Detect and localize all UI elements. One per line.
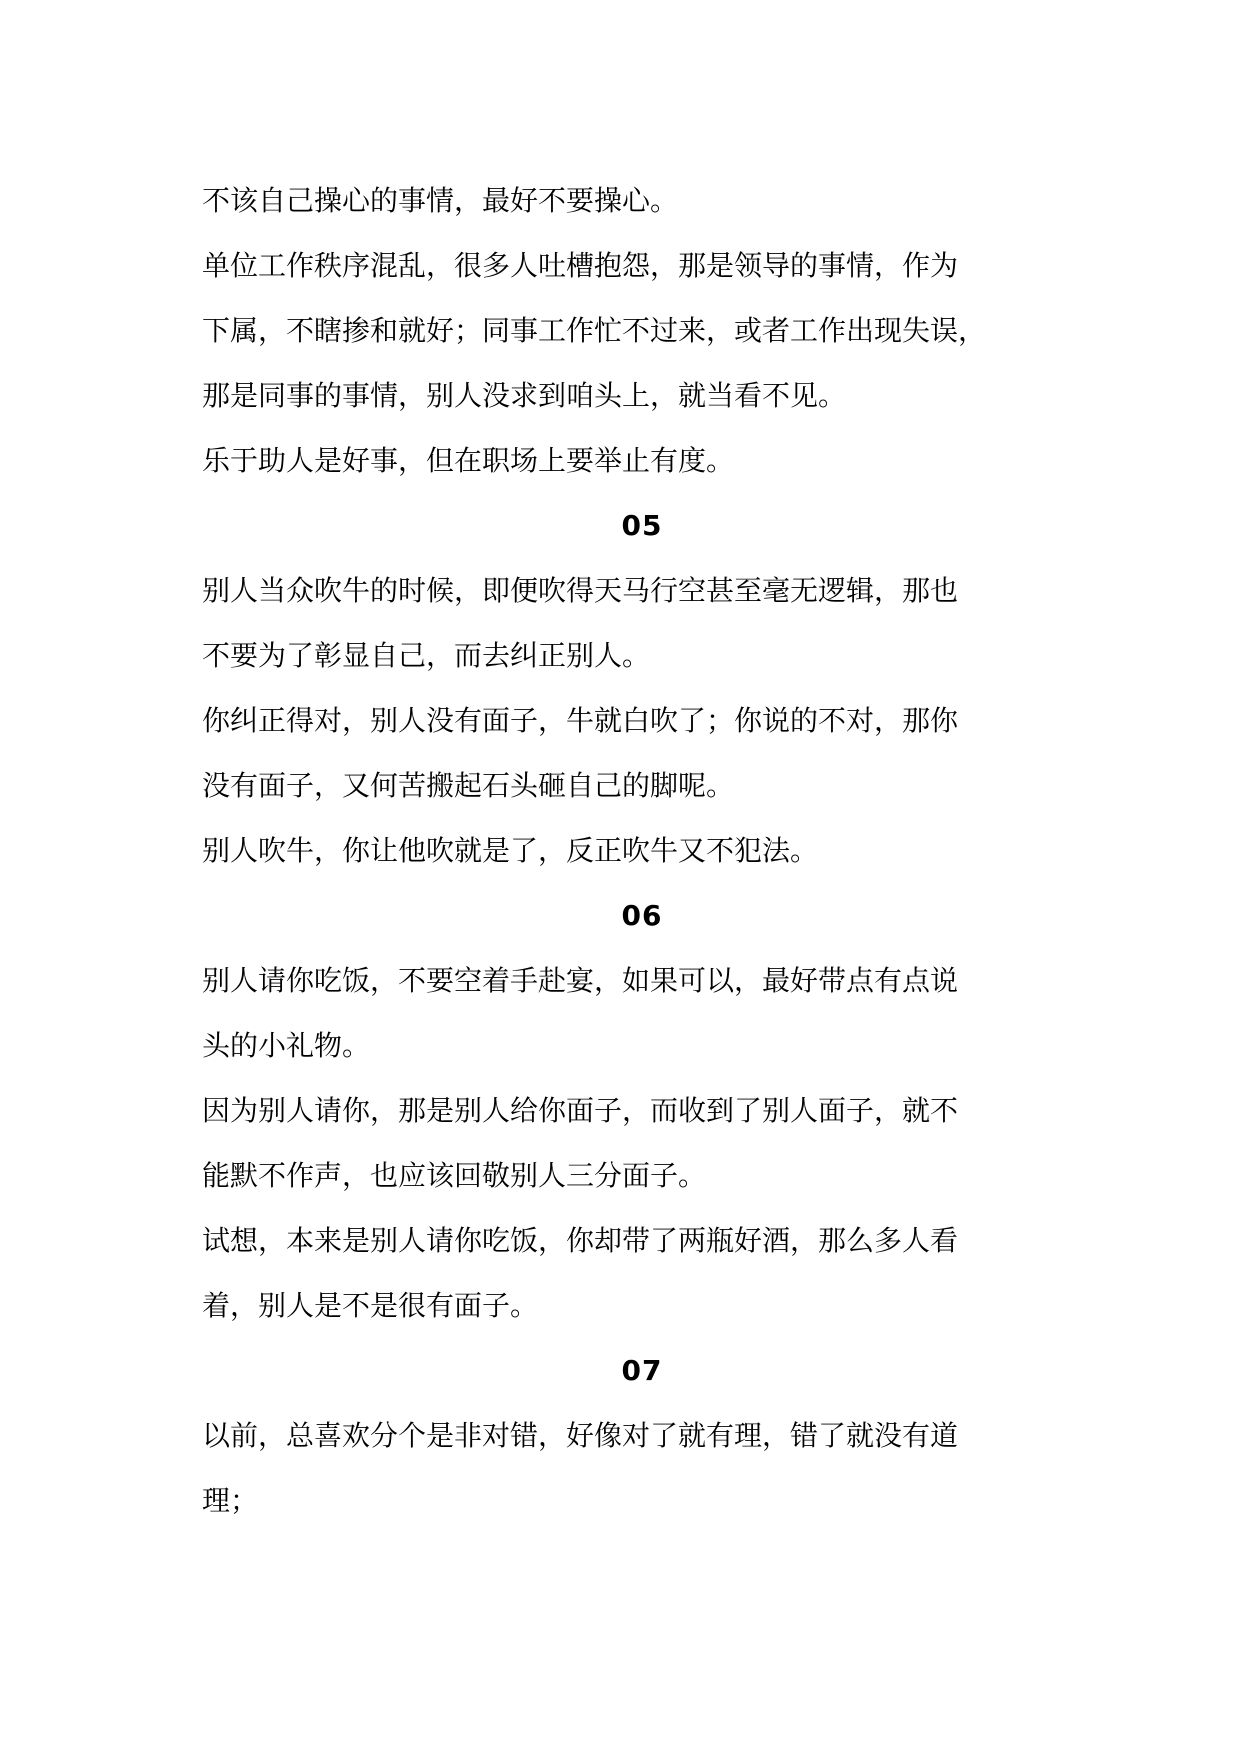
paragraph-line: 单位工作秩序混乱，很多人吐槽抱怨，那是领导的事情，作为 bbox=[202, 249, 959, 282]
paragraph-line: 着，别人是不是很有面子。 bbox=[202, 1289, 539, 1322]
paragraph-line: 别人请你吃饭，不要空着手赴宴，如果可以，最好带点有点说 bbox=[202, 964, 959, 997]
paragraph-line: 以前，总喜欢分个是非对错，好像对了就有理，错了就没有道 bbox=[202, 1419, 959, 1452]
paragraph-line: 理； bbox=[202, 1484, 259, 1517]
paragraph-line: 下属，不瞎掺和就好；同事工作忙不过来，或者工作出现失误， bbox=[202, 314, 987, 347]
paragraph-line: 不该自己操心的事情，最好不要操心。 bbox=[202, 184, 679, 217]
section-heading-05: 05 bbox=[621, 509, 663, 542]
paragraph-line: 别人吹牛，你让他吹就是了，反正吹牛又不犯法。 bbox=[202, 834, 819, 867]
paragraph-line: 你纠正得对，别人没有面子，牛就白吹了；你说的不对，那你 bbox=[202, 704, 959, 737]
paragraph-line: 能默不作声，也应该回敬别人三分面子。 bbox=[202, 1159, 707, 1192]
paragraph-line: 没有面子，又何苦搬起石头砸自己的脚呢。 bbox=[202, 769, 735, 802]
paragraph-line: 别人当众吹牛的时候，即便吹得天马行空甚至毫无逻辑，那也 bbox=[202, 574, 959, 607]
document-body bbox=[202, 168, 1082, 1533]
paragraph-line: 试想，本来是别人请你吃饭，你却带了两瓶好酒，那么多人看 bbox=[202, 1224, 959, 1257]
paragraph-line: 因为别人请你，那是别人给你面子，而收到了别人面子，就不 bbox=[202, 1094, 959, 1127]
paragraph-line: 不要为了彰显自己，而去纠正别人。 bbox=[202, 639, 651, 672]
paragraph-line: 乐于助人是好事，但在职场上要举止有度。 bbox=[202, 444, 735, 477]
paragraph-line: 那是同事的事情，别人没求到咱头上，就当看不见。 bbox=[202, 379, 847, 412]
paragraph-line: 头的小礼物。 bbox=[202, 1029, 371, 1062]
section-heading-06: 06 bbox=[621, 899, 663, 932]
section-heading-07: 07 bbox=[621, 1354, 663, 1387]
